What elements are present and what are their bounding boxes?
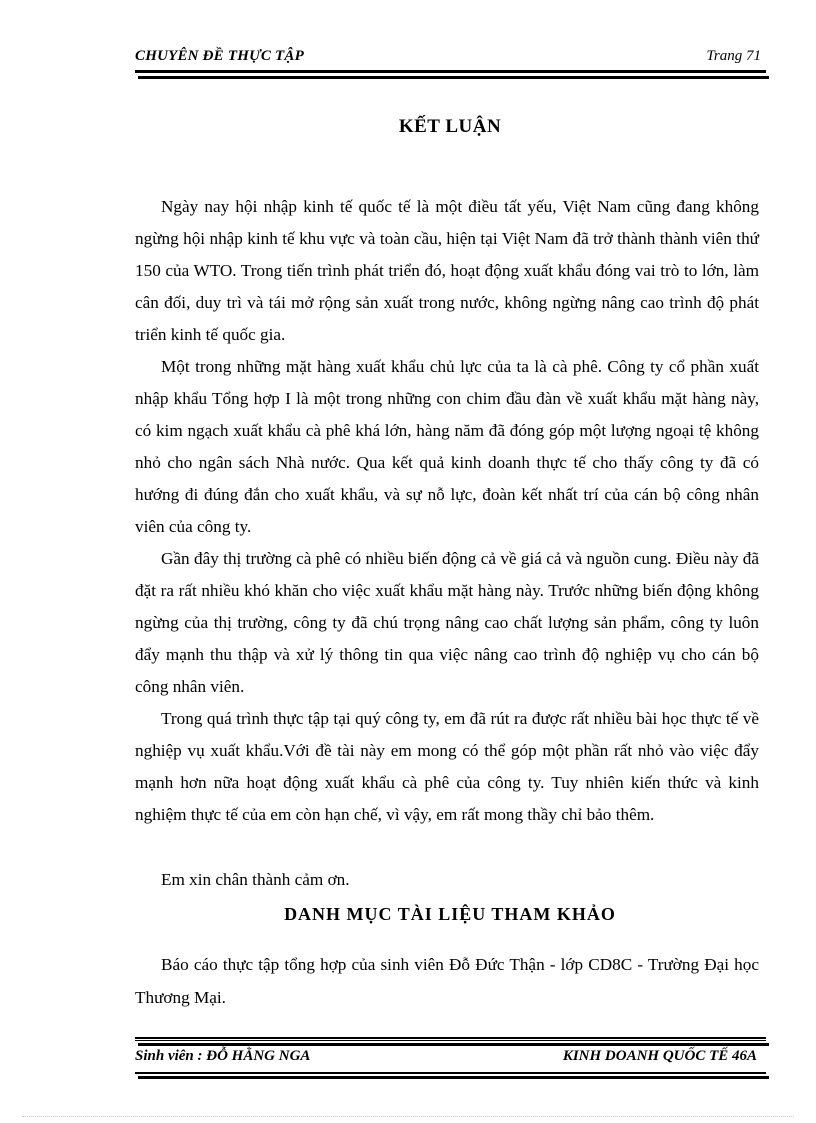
- footer-class: KINH DOANH QUỐC TẾ 46A: [562, 1048, 757, 1064]
- header-rule-shadow: [138, 76, 769, 79]
- references-title: DANH MỤC TÀI LIỆU THAM KHẢO: [284, 904, 616, 924]
- page-title: KẾT LUẬN: [398, 116, 502, 137]
- paragraph: Ngày nay hội nhập kinh tế quốc tế là một điều tất yếu, Việt Nam cũng đang không ngừng hội nhập kinh tế khu vực và toàn cầu, hiện tại Việt Nam đã trở thành thành viên thứ 150 của WTO. Trong tiến trình phát triển đó, hoạt động xuất khẩu đóng vai trò to lớn, làm cân đối, duy trì và tái mở rộng sản xuất trong nước, không ngừng nâng cao trình độ phát triển kinh tế quốc gia.: [135, 197, 759, 344]
- page-edge-dots: [22, 1116, 794, 1118]
- footer-rule-bottom: [135, 1072, 766, 1074]
- page-footer: [135, 1048, 765, 1070]
- footer-rule-top-shadow: [138, 1043, 769, 1046]
- page-header: [135, 48, 765, 70]
- footer-rule-top: [135, 1037, 766, 1041]
- footer-student: Sinh viên : ĐỖ HẰNG NGA: [135, 1048, 311, 1064]
- conclusion-body: [135, 191, 759, 831]
- header-document-type: CHUYÊN ĐỀ THỰC TẬP: [135, 48, 304, 64]
- reference-item: Báo cáo thực tập tổng hợp của sinh viên Đỗ Đức Thận - lớp CD8C - Trường Đại học Thương Mại.: [135, 955, 759, 1007]
- header-page-number: Trang 71: [706, 48, 761, 64]
- paragraph: Gần đây thị trường cà phê có nhiều biến động cả về giá cả và nguồn cung. Điều này đã đặt ra rất nhiều khó khăn cho việc xuất khẩu mặt hàng này. Trước những biến động không ngừng của thị trường, công ty đã chú trọng nâng cao chất lượng sản phẩm, công ty luôn đẩy mạnh thu thập và xử lý thông tin qua việc nâng cao trình độ nghiệp vụ cho cán bộ công nhân viên.: [135, 549, 759, 696]
- closing-line: Em xin chân thành cảm ơn.: [161, 870, 350, 889]
- paragraph: Một trong những mặt hàng xuất khẩu chủ lực của ta là cà phê. Công ty cổ phần xuất nhập khẩu Tổng hợp I là một trong những con chim đầu đàn về xuất khẩu mặt hàng này, có kim ngạch xuất khẩu cà phê khá lớn, hàng năm đã đóng góp một lượng ngoại tệ không nhỏ cho ngân sách Nhà nước. Qua kết quả kinh doanh thực tế cho thấy công ty đã có hướng đi đúng đắn cho xuất khẩu, và sự nỗ lực, đoàn kết nhất trí của cán bộ công nhân viên của công ty.: [135, 357, 759, 536]
- references-list: [135, 948, 759, 1014]
- footer-rule-bottom-shadow: [138, 1076, 769, 1079]
- header-rule: [135, 70, 766, 73]
- paragraph: Trong quá trình thực tập tại quý công ty, em đã rút ra được rất nhiều bài học thực tế về nghiệp vụ xuất khẩu.Với đề tài này em mong có thể góp một phần rất nhỏ vào việc đẩy mạnh hơn nữa hoạt động xuất khẩu cà phê của công ty. Tuy nhiên kiến thức và kinh nghiệm thực tế của em còn hạn chế, vì vậy, em rất mong thầy chỉ bảo thêm.: [135, 709, 759, 824]
